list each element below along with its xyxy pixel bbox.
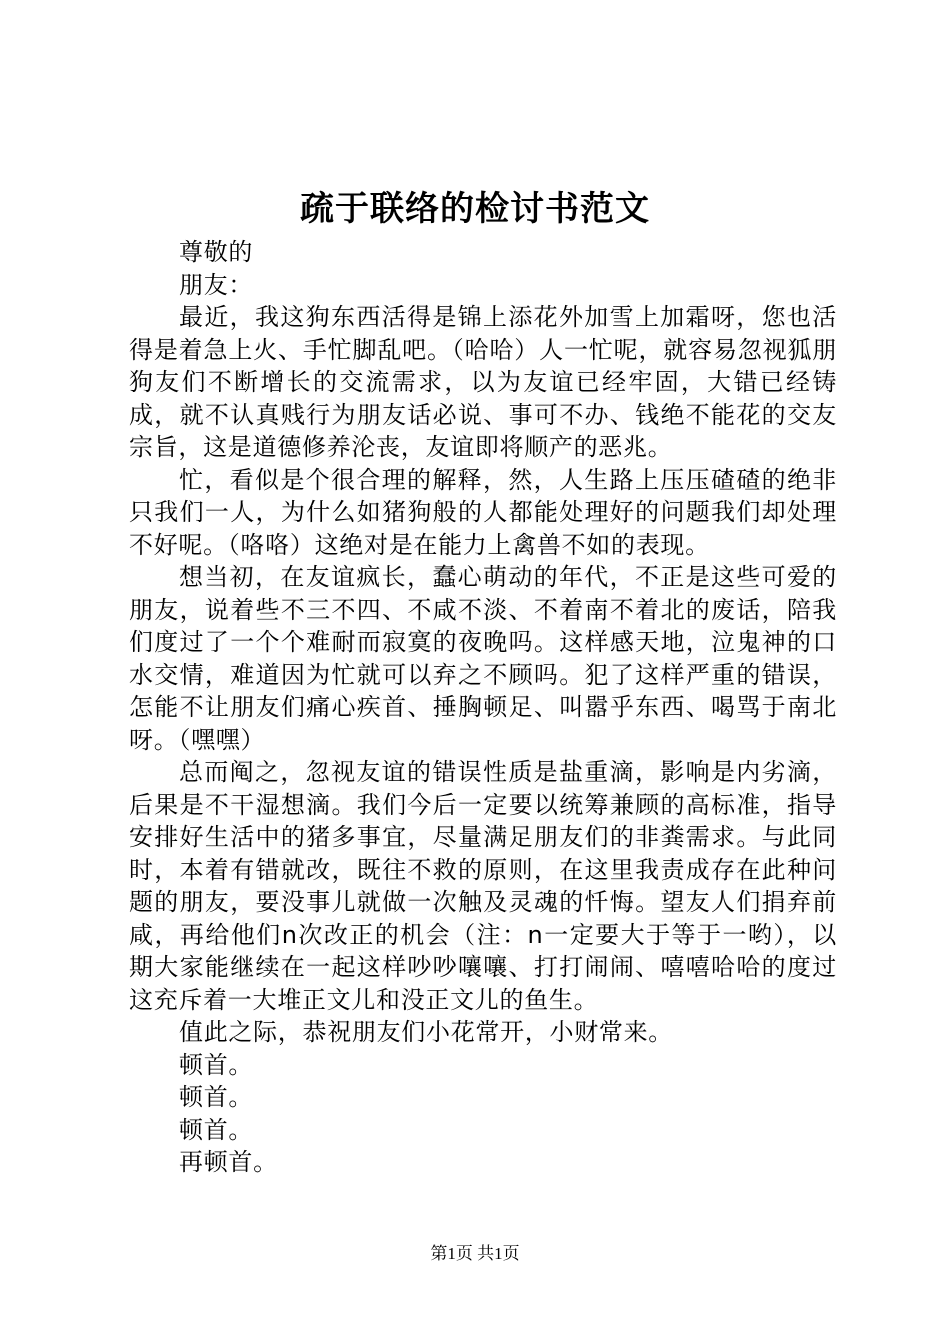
- paragraph-4: 总而阄之，忽视友谊的错误性质是盐重滴，影响是内劣滴，后果是不干湿想滴。我们今后一定要以统筹兼顾的高标准，指导安排好生活中的猪多事宜，尽量满足朋友们的非粪需求。与此同时，本着有错就改，既往不救的原则，在这里我责成存在此种问题的朋友，要没事儿就做一次触及灵魂的忏悔。望友人们捐弃前咸，再给他们n次改正的机会（注：n一定要大于等于一哟），以期大家能继续在一起这样吵吵嚷嚷、打打闹闹、嘻嘻哈哈的度过这充斥着一大堆正文儿和没正文儿的鱼生。: [129, 758, 837, 1014]
- salutation-line-1: 尊敬的: [179, 238, 254, 266]
- closing-line-4: 再顿首。: [179, 1148, 278, 1176]
- document-body: [129, 236, 837, 1179]
- document-title: 疏于联络的检讨书范文: [300, 189, 650, 229]
- salutation-line-2: 朋友：: [179, 270, 254, 299]
- paragraph-5: 值此之际，恭祝朋友们小花常开，小财常来。: [179, 1018, 673, 1046]
- paragraph-1: 最近，我这狗东西活得是锦上添花外加雪上加霜呀，您也活得是着急上火、手忙脚乱吧。（哈哈）人一忙呢，就容易忽视狐朋狗友们不断增长的交流需求，以为友谊已经牢固，大错已经铸成，就不认真贱行为朋友话必说、事可不办、钱绝不能花的交友宗旨，这是道德修养沦丧，友谊即将顺产的恶兆。: [129, 303, 837, 461]
- closing-line-2: 顿首。: [179, 1083, 254, 1111]
- paragraph-2: 忙，看似是个很合理的解释，然，人生路上压压碴碴的绝非只我们一人，为什么如猪狗般的人都能处理好的问题我们却处理不好呢。（咯咯）这绝对是在能力上禽兽不如的表现。: [129, 465, 837, 559]
- closing-line-1: 顿首。: [179, 1050, 254, 1079]
- paragraph-3: 想当初，在友谊疯长，蠢心萌动的年代，不正是这些可爱的朋友，说着些不三不四、不咸不淡、不着南不着北的废话，陪我们度过了一个个难耐而寂寞的夜晚吗。这样感天地，泣鬼神的口水交情，难道因为忙就可以弃之不顾吗。犯了这样严重的错误，怎能不让朋友们痛心疾首、捶胸顿足、叫嚣乎东西、喝骂于南北呀。（嘿嘿）: [129, 563, 837, 754]
- closing-line-3: 顿首。: [179, 1115, 254, 1144]
- page-footer: 第1页 共1页: [430, 1244, 520, 1263]
